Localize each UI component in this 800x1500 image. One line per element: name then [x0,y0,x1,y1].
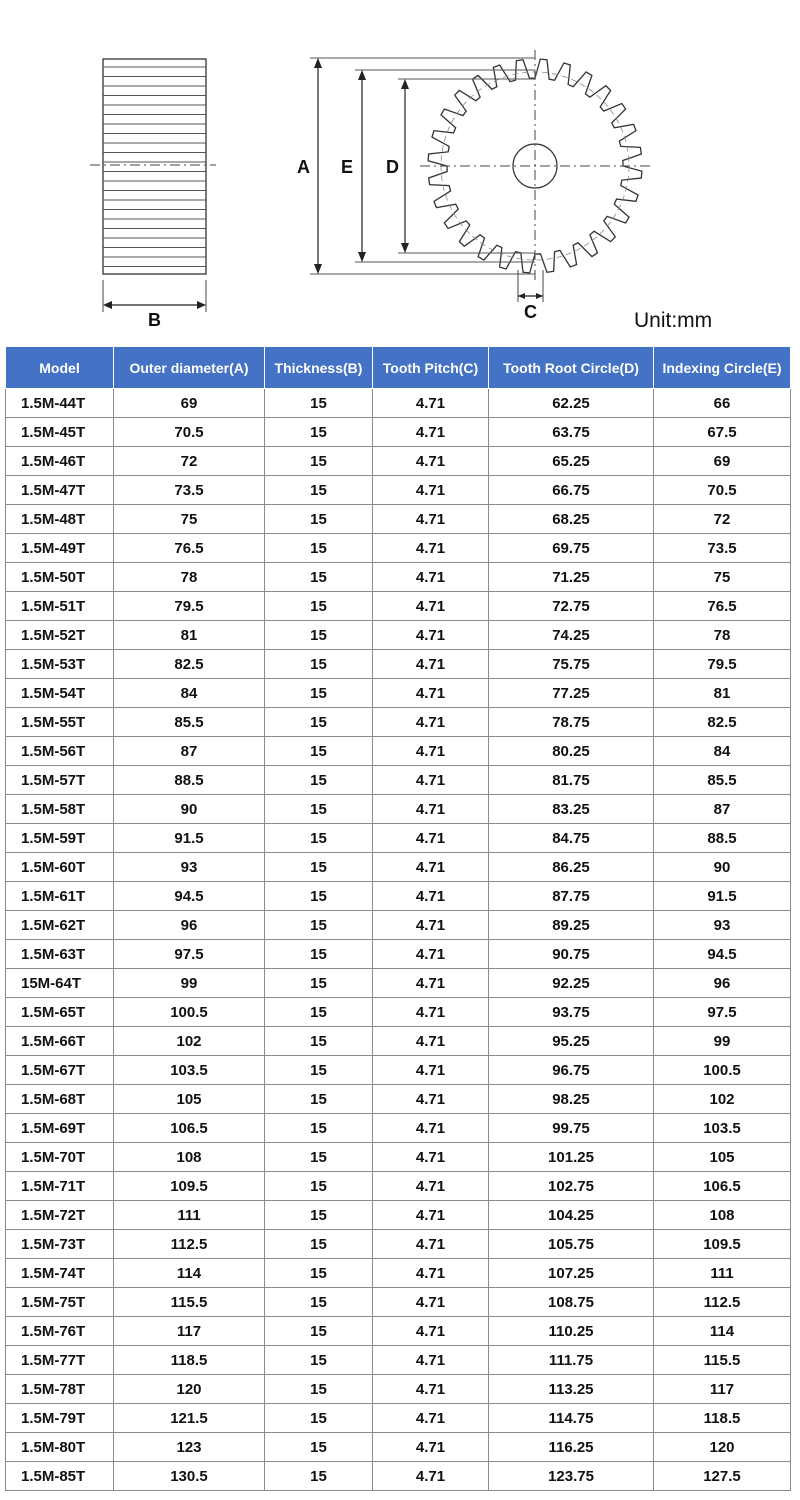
table-row [6,1114,791,1143]
cell-outer-diameter: 123 [114,1433,265,1462]
cell-model: 1.5M-70T [6,1143,114,1172]
cell-model: 1.5M-73T [6,1230,114,1259]
cell-thickness: 15 [265,650,373,679]
table-row [6,563,791,592]
table-row [6,1288,791,1317]
cell-outer-diameter: 105 [114,1085,265,1114]
cell-thickness: 15 [265,1462,373,1491]
cell-tooth-pitch: 4.71 [373,1143,489,1172]
cell-indexing-circle: 66 [654,389,791,418]
cell-indexing-circle: 96 [654,969,791,998]
cell-indexing-circle: 87 [654,795,791,824]
cell-outer-diameter: 91.5 [114,824,265,853]
table-row [6,505,791,534]
cell-indexing-circle: 67.5 [654,418,791,447]
cell-model: 1.5M-53T [6,650,114,679]
cell-tooth-pitch: 4.71 [373,998,489,1027]
dimension-label-c: C [524,302,537,322]
cell-thickness: 15 [265,998,373,1027]
table-row [6,795,791,824]
cell-tooth-root-circle: 95.25 [489,1027,654,1056]
cell-model: 1.5M-76T [6,1317,114,1346]
cell-outer-diameter: 118.5 [114,1346,265,1375]
cell-outer-diameter: 108 [114,1143,265,1172]
cell-thickness: 15 [265,592,373,621]
table-row [6,969,791,998]
cell-tooth-root-circle: 83.25 [489,795,654,824]
cell-outer-diameter: 72 [114,447,265,476]
cell-thickness: 15 [265,737,373,766]
table-row [6,1462,791,1491]
cell-tooth-root-circle: 98.25 [489,1085,654,1114]
cell-tooth-pitch: 4.71 [373,534,489,563]
cell-outer-diameter: 84 [114,679,265,708]
table-row [6,1433,791,1462]
cell-tooth-root-circle: 65.25 [489,447,654,476]
cell-tooth-pitch: 4.71 [373,737,489,766]
table-row [6,621,791,650]
table-row [6,882,791,911]
cell-thickness: 15 [265,1317,373,1346]
cell-thickness: 15 [265,1346,373,1375]
cell-tooth-pitch: 4.71 [373,1201,489,1230]
cell-tooth-root-circle: 81.75 [489,766,654,795]
cell-tooth-root-circle: 80.25 [489,737,654,766]
cell-thickness: 15 [265,563,373,592]
cell-indexing-circle: 112.5 [654,1288,791,1317]
cell-model: 1.5M-69T [6,1114,114,1143]
cell-tooth-root-circle: 111.75 [489,1346,654,1375]
cell-indexing-circle: 72 [654,505,791,534]
cell-model: 1.5M-66T [6,1027,114,1056]
cell-tooth-pitch: 4.71 [373,1027,489,1056]
cell-thickness: 15 [265,1114,373,1143]
cell-outer-diameter: 69 [114,389,265,418]
cell-outer-diameter: 100.5 [114,998,265,1027]
cell-model: 1.5M-68T [6,1085,114,1114]
cell-model: 1.5M-45T [6,418,114,447]
cell-outer-diameter: 112.5 [114,1230,265,1259]
cell-tooth-pitch: 4.71 [373,708,489,737]
cell-thickness: 15 [265,1259,373,1288]
table-row [6,592,791,621]
gear-side-view [90,59,216,330]
cell-tooth-root-circle: 114.75 [489,1404,654,1433]
cell-outer-diameter: 111 [114,1201,265,1230]
cell-outer-diameter: 79.5 [114,592,265,621]
table-row [6,389,791,418]
cell-tooth-root-circle: 84.75 [489,824,654,853]
cell-model: 1.5M-79T [6,1404,114,1433]
cell-thickness: 15 [265,1056,373,1085]
unit-label: Unit:mm [634,309,713,332]
table-row [6,679,791,708]
cell-thickness: 15 [265,1230,373,1259]
cell-model: 1.5M-77T [6,1346,114,1375]
cell-outer-diameter: 76.5 [114,534,265,563]
cell-tooth-pitch: 4.71 [373,1172,489,1201]
table-row [6,1259,791,1288]
cell-model: 1.5M-72T [6,1201,114,1230]
cell-indexing-circle: 103.5 [654,1114,791,1143]
cell-thickness: 15 [265,1404,373,1433]
cell-model: 1.5M-80T [6,1433,114,1462]
table-row [6,1404,791,1433]
cell-tooth-root-circle: 123.75 [489,1462,654,1491]
cell-model: 1.5M-58T [6,795,114,824]
cell-outer-diameter: 90 [114,795,265,824]
cell-tooth-root-circle: 90.75 [489,940,654,969]
gear-dimension-diagram [0,0,800,340]
cell-tooth-pitch: 4.71 [373,418,489,447]
cell-outer-diameter: 88.5 [114,766,265,795]
cell-thickness: 15 [265,505,373,534]
cell-thickness: 15 [265,476,373,505]
cell-tooth-pitch: 4.71 [373,476,489,505]
cell-thickness: 15 [265,534,373,563]
cell-model: 1.5M-60T [6,853,114,882]
cell-tooth-pitch: 4.71 [373,563,489,592]
cell-outer-diameter: 93 [114,853,265,882]
cell-indexing-circle: 111 [654,1259,791,1288]
cell-outer-diameter: 73.5 [114,476,265,505]
cell-tooth-pitch: 4.71 [373,621,489,650]
cell-tooth-root-circle: 101.25 [489,1143,654,1172]
cell-indexing-circle: 90 [654,853,791,882]
cell-thickness: 15 [265,1288,373,1317]
cell-tooth-root-circle: 69.75 [489,534,654,563]
cell-thickness: 15 [265,1433,373,1462]
cell-thickness: 15 [265,1027,373,1056]
cell-tooth-root-circle: 77.25 [489,679,654,708]
cell-outer-diameter: 82.5 [114,650,265,679]
table-row [6,650,791,679]
cell-outer-diameter: 87 [114,737,265,766]
table-row [6,940,791,969]
cell-tooth-pitch: 4.71 [373,592,489,621]
cell-tooth-root-circle: 102.75 [489,1172,654,1201]
cell-indexing-circle: 115.5 [654,1346,791,1375]
table-row [6,447,791,476]
cell-outer-diameter: 99 [114,969,265,998]
dimension-label-a: A [297,157,310,177]
cell-tooth-pitch: 4.71 [373,650,489,679]
cell-tooth-root-circle: 74.25 [489,621,654,650]
cell-tooth-root-circle: 92.25 [489,969,654,998]
cell-tooth-pitch: 4.71 [373,1114,489,1143]
table-row [6,998,791,1027]
cell-tooth-root-circle: 72.75 [489,592,654,621]
cell-tooth-root-circle: 86.25 [489,853,654,882]
cell-indexing-circle: 81 [654,679,791,708]
cell-model: 1.5M-85T [6,1462,114,1491]
cell-tooth-pitch: 4.71 [373,505,489,534]
table-row [6,1230,791,1259]
cell-outer-diameter: 120 [114,1375,265,1404]
cell-tooth-root-circle: 63.75 [489,418,654,447]
cell-indexing-circle: 117 [654,1375,791,1404]
cell-tooth-pitch: 4.71 [373,1375,489,1404]
cell-indexing-circle: 106.5 [654,1172,791,1201]
cell-tooth-pitch: 4.71 [373,1317,489,1346]
cell-indexing-circle: 99 [654,1027,791,1056]
cell-outer-diameter: 130.5 [114,1462,265,1491]
cell-tooth-root-circle: 113.25 [489,1375,654,1404]
cell-thickness: 15 [265,1201,373,1230]
table-row [6,1375,791,1404]
cell-outer-diameter: 81 [114,621,265,650]
header-tooth-root-circle: Tooth Root Circle(D) [489,347,654,389]
table-row [6,737,791,766]
cell-tooth-root-circle: 110.25 [489,1317,654,1346]
cell-indexing-circle: 100.5 [654,1056,791,1085]
dimension-label-b: B [148,310,161,330]
table-row [6,1143,791,1172]
cell-indexing-circle: 76.5 [654,592,791,621]
cell-indexing-circle: 105 [654,1143,791,1172]
cell-outer-diameter: 106.5 [114,1114,265,1143]
cell-tooth-root-circle: 116.25 [489,1433,654,1462]
table-header-row [6,347,791,389]
cell-thickness: 15 [265,766,373,795]
cell-outer-diameter: 85.5 [114,708,265,737]
table-row [6,708,791,737]
cell-indexing-circle: 85.5 [654,766,791,795]
cell-model: 1.5M-62T [6,911,114,940]
cell-indexing-circle: 88.5 [654,824,791,853]
cell-thickness: 15 [265,1172,373,1201]
cell-model: 1.5M-49T [6,534,114,563]
table-row [6,1346,791,1375]
cell-thickness: 15 [265,621,373,650]
cell-thickness: 15 [265,1085,373,1114]
cell-indexing-circle: 70.5 [654,476,791,505]
gear-front-view [297,50,650,322]
cell-indexing-circle: 78 [654,621,791,650]
cell-outer-diameter: 103.5 [114,1056,265,1085]
cell-tooth-pitch: 4.71 [373,1288,489,1317]
cell-tooth-root-circle: 89.25 [489,911,654,940]
table-row [6,1056,791,1085]
cell-model: 1.5M-48T [6,505,114,534]
cell-tooth-root-circle: 107.25 [489,1259,654,1288]
cell-thickness: 15 [265,1143,373,1172]
cell-tooth-root-circle: 104.25 [489,1201,654,1230]
header-indexing-circle: Indexing Circle(E) [654,347,791,389]
cell-model: 1.5M-46T [6,447,114,476]
cell-outer-diameter: 117 [114,1317,265,1346]
cell-model: 1.5M-59T [6,824,114,853]
cell-indexing-circle: 91.5 [654,882,791,911]
cell-outer-diameter: 114 [114,1259,265,1288]
cell-indexing-circle: 94.5 [654,940,791,969]
cell-indexing-circle: 114 [654,1317,791,1346]
cell-model: 15M-64T [6,969,114,998]
cell-outer-diameter: 115.5 [114,1288,265,1317]
cell-model: 1.5M-61T [6,882,114,911]
table-row [6,911,791,940]
cell-model: 1.5M-57T [6,766,114,795]
cell-tooth-root-circle: 96.75 [489,1056,654,1085]
table-row [6,1172,791,1201]
cell-outer-diameter: 70.5 [114,418,265,447]
dimension-label-e: E [341,157,354,177]
table-row [6,1317,791,1346]
header-tooth-pitch: Tooth Pitch(C) [373,347,489,389]
cell-indexing-circle: 127.5 [654,1462,791,1491]
gear-spec-table [5,346,791,1491]
cell-thickness: 15 [265,708,373,737]
cell-indexing-circle: 97.5 [654,998,791,1027]
cell-tooth-pitch: 4.71 [373,1056,489,1085]
cell-indexing-circle: 82.5 [654,708,791,737]
cell-thickness: 15 [265,447,373,476]
cell-tooth-pitch: 4.71 [373,1462,489,1491]
table-row [6,1201,791,1230]
cell-tooth-pitch: 4.71 [373,853,489,882]
cell-thickness: 15 [265,969,373,998]
cell-model: 1.5M-67T [6,1056,114,1085]
cell-tooth-root-circle: 93.75 [489,998,654,1027]
table-row [6,766,791,795]
header-model: Model [6,347,114,389]
cell-tooth-root-circle: 75.75 [489,650,654,679]
cell-indexing-circle: 120 [654,1433,791,1462]
header-outer-diameter: Outer diameter(A) [114,347,265,389]
cell-outer-diameter: 102 [114,1027,265,1056]
cell-model: 1.5M-63T [6,940,114,969]
cell-outer-diameter: 97.5 [114,940,265,969]
cell-thickness: 15 [265,940,373,969]
cell-model: 1.5M-47T [6,476,114,505]
cell-indexing-circle: 93 [654,911,791,940]
cell-outer-diameter: 78 [114,563,265,592]
table-row [6,824,791,853]
table-body [6,389,791,1491]
header-thickness: Thickness(B) [265,347,373,389]
cell-outer-diameter: 109.5 [114,1172,265,1201]
cell-model: 1.5M-78T [6,1375,114,1404]
cell-tooth-pitch: 4.71 [373,447,489,476]
cell-outer-diameter: 94.5 [114,882,265,911]
cell-thickness: 15 [265,389,373,418]
cell-tooth-root-circle: 78.75 [489,708,654,737]
cell-model: 1.5M-75T [6,1288,114,1317]
cell-model: 1.5M-65T [6,998,114,1027]
cell-outer-diameter: 96 [114,911,265,940]
cell-model: 1.5M-71T [6,1172,114,1201]
cell-outer-diameter: 75 [114,505,265,534]
cell-thickness: 15 [265,882,373,911]
cell-model: 1.5M-74T [6,1259,114,1288]
table-row [6,853,791,882]
table-row [6,1085,791,1114]
cell-thickness: 15 [265,853,373,882]
cell-tooth-pitch: 4.71 [373,940,489,969]
cell-model: 1.5M-56T [6,737,114,766]
cell-tooth-root-circle: 99.75 [489,1114,654,1143]
cell-model: 1.5M-55T [6,708,114,737]
cell-thickness: 15 [265,418,373,447]
cell-tooth-pitch: 4.71 [373,1404,489,1433]
cell-tooth-pitch: 4.71 [373,824,489,853]
cell-tooth-root-circle: 66.75 [489,476,654,505]
cell-tooth-root-circle: 105.75 [489,1230,654,1259]
cell-indexing-circle: 102 [654,1085,791,1114]
cell-model: 1.5M-54T [6,679,114,708]
cell-tooth-pitch: 4.71 [373,679,489,708]
cell-indexing-circle: 109.5 [654,1230,791,1259]
cell-model: 1.5M-51T [6,592,114,621]
table-row [6,534,791,563]
cell-tooth-root-circle: 87.75 [489,882,654,911]
table-row [6,1027,791,1056]
cell-indexing-circle: 75 [654,563,791,592]
cell-model: 1.5M-52T [6,621,114,650]
cell-thickness: 15 [265,679,373,708]
cell-indexing-circle: 108 [654,1201,791,1230]
cell-tooth-pitch: 4.71 [373,882,489,911]
cell-model: 1.5M-50T [6,563,114,592]
cell-tooth-pitch: 4.71 [373,1085,489,1114]
cell-tooth-pitch: 4.71 [373,1230,489,1259]
cell-tooth-pitch: 4.71 [373,911,489,940]
cell-tooth-pitch: 4.71 [373,795,489,824]
table-row [6,476,791,505]
cell-indexing-circle: 69 [654,447,791,476]
cell-tooth-pitch: 4.71 [373,389,489,418]
cell-tooth-root-circle: 108.75 [489,1288,654,1317]
cell-thickness: 15 [265,1375,373,1404]
cell-tooth-root-circle: 68.25 [489,505,654,534]
cell-indexing-circle: 73.5 [654,534,791,563]
table-row [6,418,791,447]
cell-tooth-pitch: 4.71 [373,766,489,795]
dimension-label-d: D [386,157,399,177]
cell-tooth-pitch: 4.71 [373,1259,489,1288]
cell-indexing-circle: 84 [654,737,791,766]
cell-tooth-pitch: 4.71 [373,969,489,998]
cell-thickness: 15 [265,795,373,824]
cell-indexing-circle: 79.5 [654,650,791,679]
cell-tooth-pitch: 4.71 [373,1346,489,1375]
cell-thickness: 15 [265,824,373,853]
cell-tooth-root-circle: 62.25 [489,389,654,418]
cell-thickness: 15 [265,911,373,940]
cell-tooth-root-circle: 71.25 [489,563,654,592]
cell-model: 1.5M-44T [6,389,114,418]
cell-outer-diameter: 121.5 [114,1404,265,1433]
cell-indexing-circle: 118.5 [654,1404,791,1433]
cell-tooth-pitch: 4.71 [373,1433,489,1462]
